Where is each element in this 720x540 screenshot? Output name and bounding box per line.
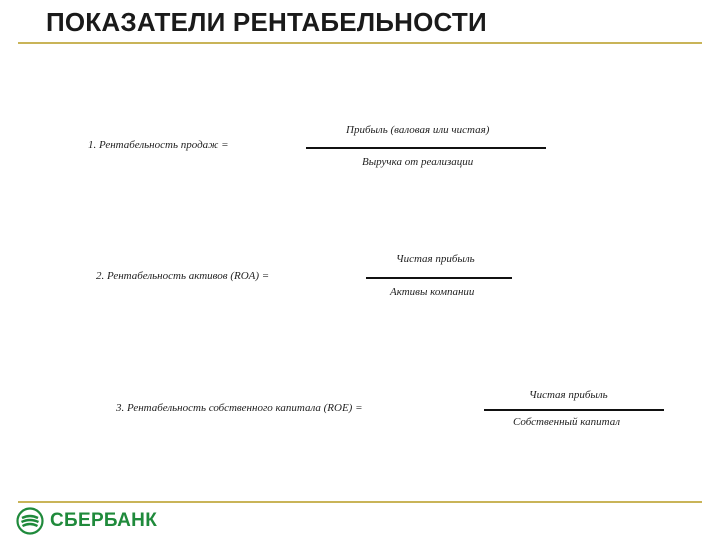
formula-3-denominator: Собственный капитал	[513, 416, 620, 428]
logo-text: СБЕРБАНК	[50, 510, 158, 531]
sberbank-logo-icon	[16, 507, 44, 535]
footer-divider	[18, 501, 702, 503]
formula-3-numerator: Чистая прибыль	[529, 389, 608, 401]
formula-1-numerator: Прибыль (валовая или чистая)	[346, 124, 490, 136]
formula-1-label: 1. Рентабельность продаж =	[88, 139, 229, 151]
formula-2-denominator: Активы компании	[390, 286, 475, 298]
sberbank-logo	[16, 507, 157, 535]
title-divider	[18, 42, 702, 44]
page-title: ПОКАЗАТЕЛИ РЕНТАБЕЛЬНОСТИ	[46, 7, 487, 37]
formula-2-label: 2. Рентабельность активов (ROA) =	[96, 270, 270, 282]
formula-2-numerator: Чистая прибыль	[396, 253, 475, 265]
formula-1-denominator: Выручка от реализации	[362, 156, 474, 168]
formula-3-fraction-line	[484, 409, 664, 411]
formula-2-fraction-line	[366, 277, 512, 279]
formula-3-label: 3. Рентабельность собственного капитала (ROE) =	[116, 402, 363, 414]
formula-1-fraction-line	[306, 147, 546, 149]
